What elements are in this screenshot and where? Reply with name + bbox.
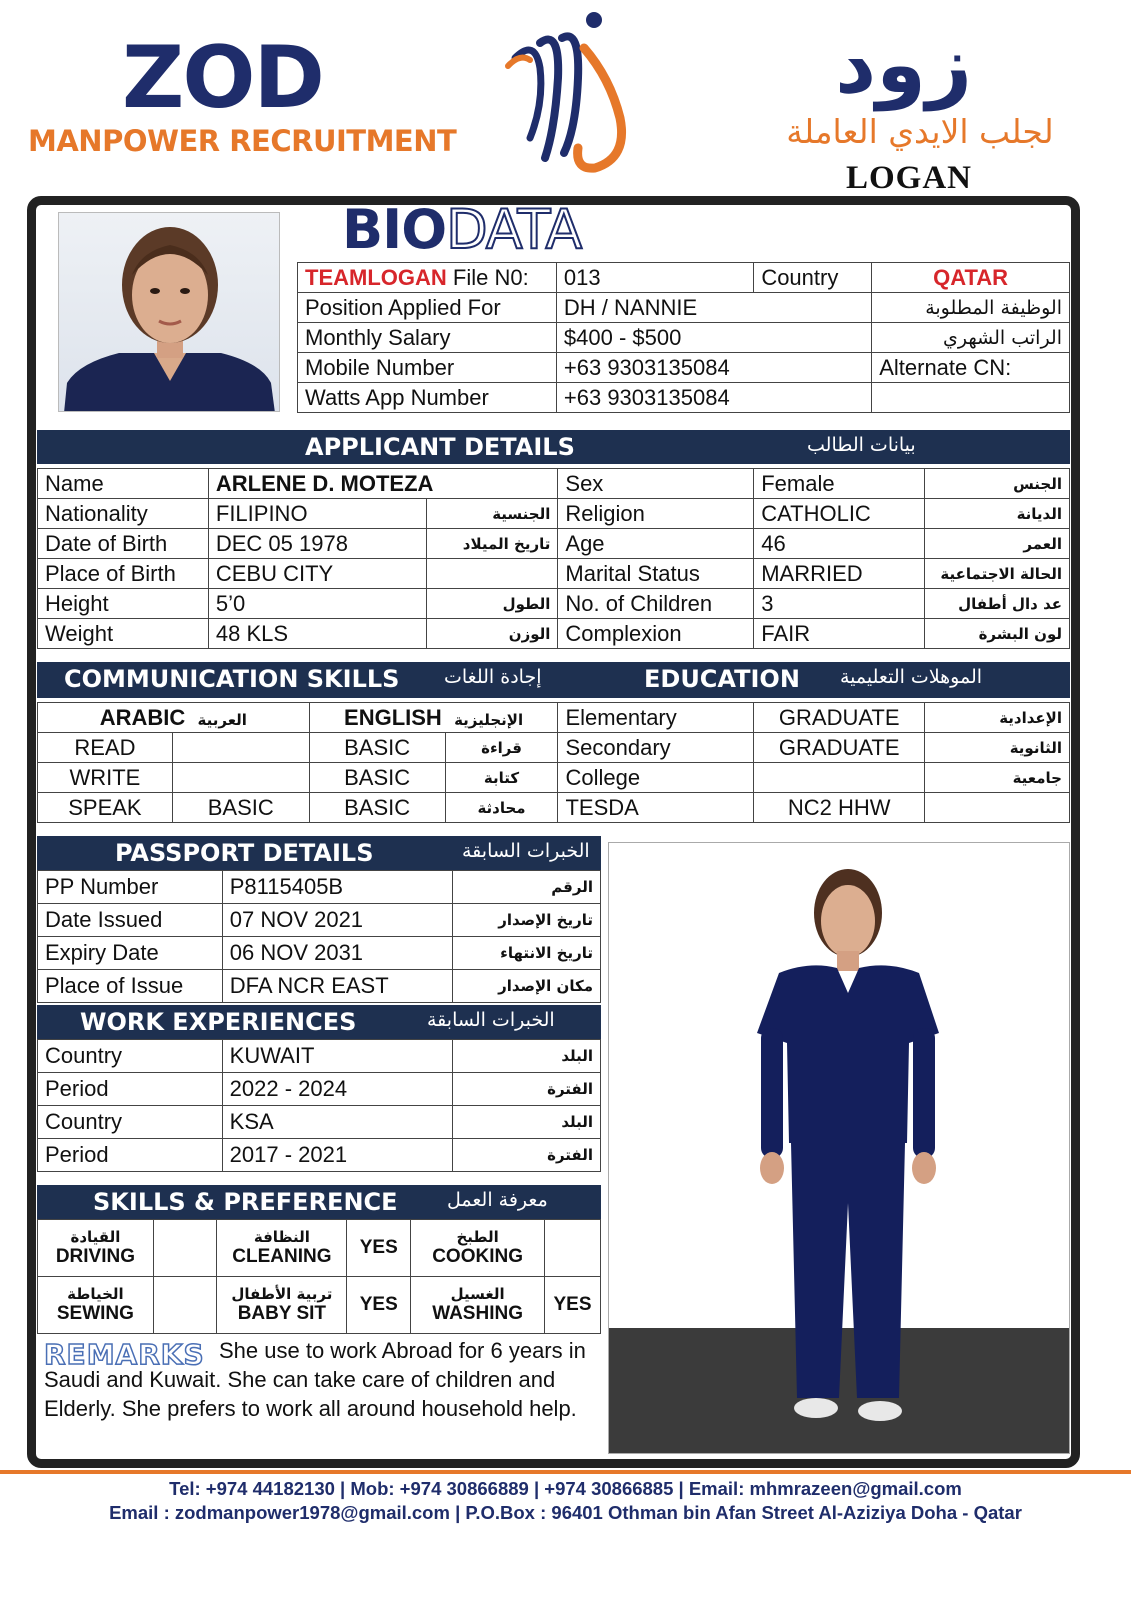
- file-no-value: 013: [556, 263, 753, 293]
- sex-label-ar: الجنس: [925, 469, 1070, 499]
- passport-label: Place of Issue: [38, 970, 223, 1003]
- education-level-ar: الإعدادية: [925, 703, 1070, 733]
- whatsapp-label: Watts App Number: [298, 383, 557, 413]
- work-experiences-header: [37, 1005, 601, 1039]
- work-experiences-title-ar: الخبرات السابقة: [427, 1009, 555, 1031]
- skill-cleaning: النظافة CLEANING: [217, 1220, 347, 1277]
- dob-label: Date of Birth: [38, 529, 209, 559]
- education-level-ar: [925, 793, 1070, 823]
- work-experiences-table: [37, 1039, 601, 1172]
- marital-status-label: Marital Status: [558, 559, 754, 589]
- passport-label-ar: تاريخ الانتهاء: [453, 937, 601, 970]
- skill-cooking-value: [544, 1220, 600, 1277]
- education-level-ar: جامعية: [925, 763, 1070, 793]
- language-skill-label: SPEAK: [38, 793, 173, 823]
- language-skill-label-ar: كتابة: [445, 763, 558, 793]
- education-status: GRADUATE: [754, 733, 925, 763]
- work-label-ar: البلد: [453, 1106, 601, 1139]
- whatsapp-extra: [872, 383, 1070, 413]
- name-value: ARLENE D. MOTEZA: [208, 469, 558, 499]
- pob-label: Place of Birth: [38, 559, 209, 589]
- remarks-label: REMARKS: [44, 1338, 205, 1371]
- skill-driving: القيادة DRIVING: [38, 1220, 154, 1277]
- applicant-details-title-ar: بيانات الطالب: [807, 434, 916, 456]
- work-label: Country: [38, 1106, 223, 1139]
- position-value: DH / NANNIE: [556, 293, 871, 323]
- skill-driving-value: [153, 1220, 217, 1277]
- nationality-value: FILIPINO: [208, 499, 426, 529]
- file-info-table: [297, 262, 1070, 413]
- salary-value: $400 - $500: [556, 323, 871, 353]
- biodata-title-bio: BIO: [342, 198, 447, 261]
- work-label: Period: [38, 1139, 223, 1172]
- dob-label-ar: تاريخ الميلاد: [426, 529, 558, 559]
- applicant-row: [38, 529, 1070, 559]
- education-level: TESDA: [558, 793, 754, 823]
- applicant-row: [38, 469, 1070, 499]
- passport-label-ar: مكان الإصدار: [453, 970, 601, 1003]
- skill-cooking: الطبخ COOKING: [411, 1220, 545, 1277]
- education-status: [754, 763, 925, 793]
- communication-skills-title-ar: إجادة اللغات: [444, 666, 542, 688]
- religion-label-ar: الديانة: [925, 499, 1070, 529]
- skill-cleaning-value: YES: [347, 1220, 411, 1277]
- country-value: QATAR: [872, 263, 1070, 293]
- passport-label: Expiry Date: [38, 937, 223, 970]
- skill-sewing-value: [153, 1277, 217, 1334]
- english-skill-level: BASIC: [309, 793, 445, 823]
- mobile-value: +63 9303135084: [556, 353, 871, 383]
- work-value: 2017 - 2021: [222, 1139, 453, 1172]
- marital-status-label-ar: الحالة الاجتماعية: [925, 559, 1070, 589]
- education-status: GRADUATE: [754, 703, 925, 733]
- language-skill-label: READ: [38, 733, 173, 763]
- position-label: Position Applied For: [298, 293, 557, 323]
- passport-table: [37, 870, 601, 1003]
- complexion-value: FAIR: [754, 619, 925, 649]
- salary-label-ar: الراتب الشهري: [872, 323, 1070, 353]
- applicant-row: [38, 559, 1070, 589]
- alternate-cn-label: Alternate CN:: [872, 353, 1070, 383]
- pob-label-ar: [426, 559, 558, 589]
- weight-label: Weight: [38, 619, 209, 649]
- name-label: Name: [38, 469, 209, 499]
- age-label-ar: العمر: [925, 529, 1070, 559]
- children-value: 3: [754, 589, 925, 619]
- skill-sewing: الخياطة SEWING: [38, 1277, 154, 1334]
- applicant-details-table: [37, 468, 1070, 649]
- children-label-ar: عد دال أطفال: [925, 589, 1070, 619]
- footer-contact-line-1: Tel: +974 44182130 | Mob: +974 30866889 | +974 30866885 | Email: mhmrazeen@gmail.com: [169, 1478, 962, 1499]
- education-level: College: [558, 763, 754, 793]
- work-value: KSA: [222, 1106, 453, 1139]
- english-language-header: ENGLISH الإنجليزية: [309, 703, 558, 733]
- work-value: KUWAIT: [222, 1040, 453, 1073]
- logan-label: LOGAN: [846, 160, 973, 196]
- age-value: 46: [754, 529, 925, 559]
- passport-label-ar: تاريخ الإصدار: [453, 904, 601, 937]
- english-skill-level: BASIC: [309, 733, 445, 763]
- education-status: NC2 HHW: [754, 793, 925, 823]
- skills-preference-table: [37, 1219, 601, 1334]
- passport-details-header: [37, 836, 601, 870]
- education-title-ar: الموهلات التعليمية: [840, 666, 983, 688]
- brand-subtitle-arabic: لجلب الايدي العاملة: [786, 112, 1054, 151]
- skill-washing-value: YES: [544, 1277, 600, 1334]
- applicant-details-header: [37, 430, 1070, 464]
- biodata-title-data: DATA: [446, 198, 582, 261]
- religion-value: CATHOLIC: [754, 499, 925, 529]
- brand-logo-arabic: زود: [835, 18, 972, 111]
- footer-divider: [0, 1470, 1131, 1474]
- passport-value: 07 NOV 2021: [222, 904, 453, 937]
- arabic-language-header: ARABIC العربية: [38, 703, 310, 733]
- pob-value: CEBU CITY: [208, 559, 426, 589]
- salary-label: Monthly Salary: [298, 323, 557, 353]
- education-level: Secondary: [558, 733, 754, 763]
- position-label-ar: الوظيفة المطلوبة: [872, 293, 1070, 323]
- applicant-row: [38, 499, 1070, 529]
- applicant-details-title: APPLICANT DETAILS: [305, 433, 575, 461]
- arabic-skill-level: [172, 733, 309, 763]
- nationality-label: Nationality: [38, 499, 209, 529]
- work-label-ar: البلد: [453, 1040, 601, 1073]
- passport-value: DFA NCR EAST: [222, 970, 453, 1003]
- religion-label: Religion: [558, 499, 754, 529]
- whatsapp-value: +63 9303135084: [556, 383, 871, 413]
- passport-details-title-ar: الخبرات السابقة: [462, 840, 590, 862]
- nationality-label-ar: الجنسية: [426, 499, 558, 529]
- language-skill-label: WRITE: [38, 763, 173, 793]
- skills-education-table: [37, 702, 1070, 823]
- passport-value: P8115405B: [222, 871, 453, 904]
- height-label-ar: الطول: [426, 589, 558, 619]
- passport-label: PP Number: [38, 871, 223, 904]
- applicant-headshot: [58, 212, 280, 412]
- marital-status-value: MARRIED: [754, 559, 925, 589]
- skills-preference-header: [37, 1185, 601, 1219]
- weight-label-ar: الوزن: [426, 619, 558, 649]
- passport-label-ar: الرقم: [453, 871, 601, 904]
- remarks-text: She use to work Abroad for 6 years in Saudi and Kuwait. She can take care of children and Elderly. She prefers to work all around household help.: [44, 1338, 586, 1421]
- sex-value: Female: [754, 469, 925, 499]
- country-label: Country: [754, 263, 872, 293]
- complexion-label: Complexion: [558, 619, 754, 649]
- skills-preference-title-ar: معرفة العمل: [447, 1189, 548, 1211]
- dob-value: DEC 05 1978: [208, 529, 426, 559]
- work-label: Country: [38, 1040, 223, 1073]
- skills-preference-title: SKILLS & PREFERENCE: [93, 1188, 398, 1216]
- file-no-label: TEAMLOGAN File N0:: [298, 263, 557, 293]
- brand-logo: ZOD: [122, 28, 323, 128]
- brand-subtitle: MANPOWER RECRUITMENT: [28, 124, 457, 158]
- language-skill-label-ar: قراءة: [445, 733, 558, 763]
- passport-details-title: PASSPORT DETAILS: [115, 839, 374, 867]
- work-value: 2022 - 2024: [222, 1073, 453, 1106]
- passport-value: 06 NOV 2031: [222, 937, 453, 970]
- skill-baby-sit: تربية الأطفال BABY SIT: [217, 1277, 347, 1334]
- skill-washing: الغسيل WASHING: [411, 1277, 545, 1334]
- height-value: 5’0: [208, 589, 426, 619]
- arabic-skill-level: [172, 763, 309, 793]
- age-label: Age: [558, 529, 754, 559]
- english-skill-level: BASIC: [309, 763, 445, 793]
- language-skill-label-ar: محادثة: [445, 793, 558, 823]
- work-label-ar: الفترة: [453, 1139, 601, 1172]
- education-title: EDUCATION: [644, 665, 800, 693]
- applicant-full-body-photo: [608, 842, 1070, 1454]
- company-emblem: [500, 8, 640, 188]
- sex-label: Sex: [558, 469, 754, 499]
- applicant-row: [38, 619, 1070, 649]
- height-label: Height: [38, 589, 209, 619]
- skills-education-header: [37, 662, 1070, 698]
- footer-contact-line-2: Email : zodmanpower1978@gmail.com | P.O.Box : 96401 Othman bin Afan Street Al-Aziziya Doha - Qatar: [109, 1502, 1022, 1523]
- weight-value: 48 KLS: [208, 619, 426, 649]
- children-label: No. of Children: [558, 589, 754, 619]
- skill-baby-sit-value: YES: [347, 1277, 411, 1334]
- applicant-row: [38, 589, 1070, 619]
- biodata-title: [342, 200, 581, 260]
- work-label-ar: الفترة: [453, 1073, 601, 1106]
- work-experiences-title: WORK EXPERIENCES: [80, 1008, 357, 1036]
- complexion-label-ar: لون البشرة: [925, 619, 1070, 649]
- mobile-label: Mobile Number: [298, 353, 557, 383]
- work-label: Period: [38, 1073, 223, 1106]
- education-level-ar: الثانوية: [925, 733, 1070, 763]
- passport-label: Date Issued: [38, 904, 223, 937]
- education-level: Elementary: [558, 703, 754, 733]
- communication-skills-title: COMMUNICATION SKILLS: [64, 665, 400, 693]
- arabic-skill-level: BASIC: [172, 793, 309, 823]
